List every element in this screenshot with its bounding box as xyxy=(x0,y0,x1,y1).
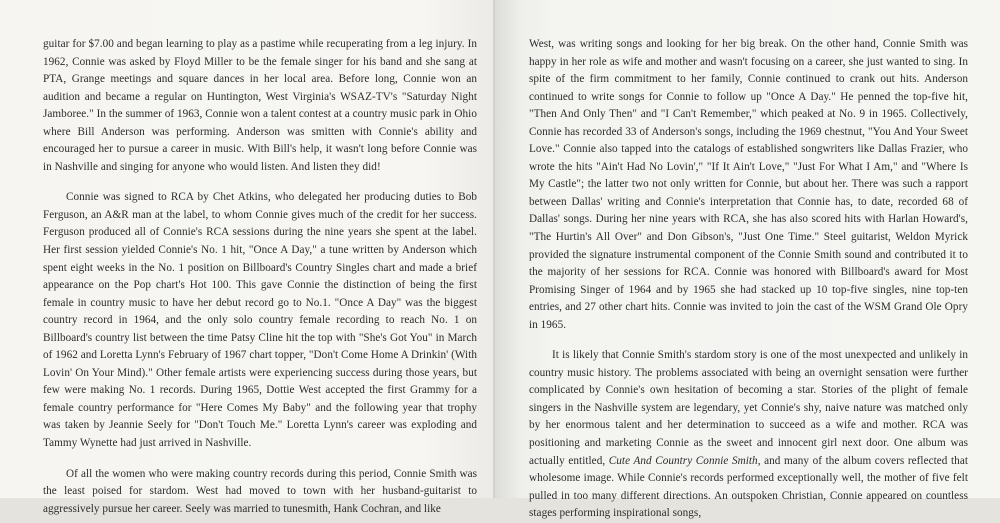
left-paragraph-2: Connie was signed to RCA by Chet Atkins, who delegated her producing duties to Bob Ferguson, an A&R man at the label, to whom Connie gives much of the credit for her success. Ferguson produced all of Connie's RCA sessions during the nine years she spent at the label. Her first session yielded Connie's No. 1 hit, "Once A Day," a tune written by Anderson which spent eight weeks in the No. 1 position on Billboard's Country Singles chart and made a brief appearance on the Pop chart's Hot 100. This gave Connie the distinction of being the first female in country music to have her debut record go to No.1. "Once A Day" was the biggest country record in 1964, and the only solo country female recording to reach No. 1 on Billboard's country list between the time Patsy Cline hit the top with "She's Got You" in March of 1962 and Loretta Lynn's February of 1967 chart topper, "Don't Come Home A Drinkin' (With Lovin' On Your Mind)." Other female artists were experiencing success during those years, but few were making No. 1 records. During 1965, Dottie West accepted the first Grammy for a female country performance for "Here Comes My Baby" and the following year that trophy was taken by Jeannie Seely for "Don't Touch Me." Loretta Lynn's career was exploding and Tammy Wynette had just arrived in Nashville. xyxy=(43,191,477,450)
right-paragraph-1: West, was writing songs and looking for her big break. On the other hand, Connie Smith was happy in her role as wife and mother and wasn't focusing on a career, she just wanted to sing. In spite of the firm commitment to her family, Connie continued to crank out hits. Anderson continued to write songs for Connie to follow up "Once A Day." He penned the top-five hit, "Then And Only Then" and "I Can't Remember," which peaked at No. 9 in 1965. Collectively, Connie has recorded 33 of Anderson's songs, including the 1969 chestnut, "You And Your Sweet Love." Connie also tapped into the catalogs of established songwriters like Dallas Frazier, who wrote the hits "Ain't Had No Lovin'," "If It Ain't Love," "Just For What I Am," and "Where Is My Castle"; the latter two not only written for Connie, but about her. There was such a rapport between Dallas' writing and Connie's interpretation that Connie has, to date, recorded 68 of Dallas' songs. During her nine years with RCA, she has also scored hits with Harlan Howard's, "The Hurtin's All Over" and Don Gibson's, "Just One Time." Steel guitarist, Weldon Myrick provided the signature instrumental component of the Connie Smith sound and contributed it to the majority of her sessions for RCA. Connie was honored with Billboard's award for Most Promising Singer of 1964 and by 1965 she had stacked up 10 top-five singles, nine top-ten entries, and 27 other chart hits. Connie was invited to join the cast of the WSM Grand Ole Opry in 1965. xyxy=(529,38,968,331)
left-page xyxy=(0,0,495,515)
right-paragraph-2-before: It is likely that Connie Smith's stardom story is one of the most unexpected and unlikely in country music history. The problems associated with being an overnight sensation were further complicated by Connie's own hesitation of becoming a star. Stories of the plight of female singers in the Nashville system are legendary, yet Connie's shy, naive nature was matched only by her enormous talent and her determination to succeed as a wife and mother. RCA was positioning and marketing Connie as the sweet and innocent girl next door. One album was actually entitled, xyxy=(529,349,968,467)
right-paragraph-2 xyxy=(529,347,968,522)
album-title: Cute And Country Connie Smith xyxy=(608,454,758,467)
right-page xyxy=(495,0,1000,520)
right-paragraph-2-after: , and many of the album covers reflected that wholesome image. While Connie's records performed exceptionally well, the mother of five felt pulled in too many different directions. An outspoken Christian, Connie appeared on countless stages performing inspirational songs, xyxy=(529,454,968,520)
left-paragraph-1: guitar for $7.00 and began learning to play as a pastime while recuperating from a leg injury. In 1962, Connie was asked by Floyd Miller to be the female singer for his band and she sang at PTA, Grange meetings and square dances in her local area. Before long, Connie won an audition and became a regular on Huntington, West Virginia's WSAZ-TV's "Saturday Night Jamboree." In the summer of 1963, Connie won a talent contest at a country music park in Ohio where Bill Anderson was performing. Anderson was smitten with Connie's ability and encouraged her to pursue a career in music. With Bill's help, it wasn't long before Connie was in Nashville and singing for anyone who would listen. And listen they did! xyxy=(43,38,477,173)
left-paragraph-3: Of all the women who were making country records during this period, Connie Smith was the least poised for stardom. West had moved to town with her husband-guitarist to aggressively pursue her career. Seely was married to tunesmith, Hank Cochran, and like xyxy=(43,467,477,515)
